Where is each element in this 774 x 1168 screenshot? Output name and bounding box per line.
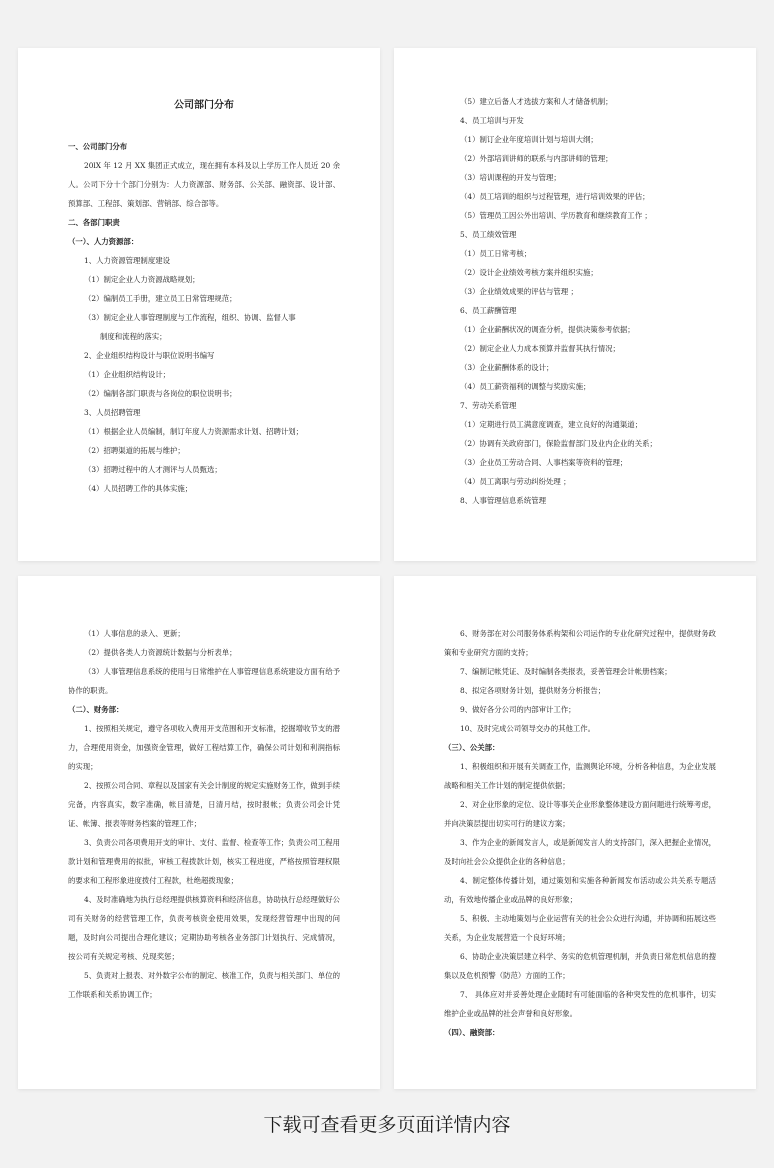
text-line: （2）外部培训讲师的联系与内部讲师的管理； [460, 154, 613, 163]
paragraph: 9、做好各分公司的内部审计工作； [460, 705, 576, 714]
text-line: （1）定期进行员工满意度调查，建立良好的沟通渠道； [460, 420, 643, 429]
document-page-2 [394, 48, 756, 561]
text-line: （4）员工离职与劳动纠纷处理 ； [460, 477, 571, 486]
text-line: （5）管理员工因公外出培训、学历教育和继续教育工作 ； [460, 211, 652, 220]
paragraph: 4、制定整体传播计划，通过策划和实施各种新闻发布活动或公共关系专题活动，有效地传播企业或品牌的良好形象； [444, 876, 716, 904]
download-more-notice[interactable]: 下载可查看更多页面详情内容 [263, 1114, 511, 1136]
text-line: （1）制定企业人力资源战略规划； [84, 275, 200, 284]
text-line: 二、各部门职责 [68, 218, 120, 227]
text-line: （2）提供各类人力资源统计数据与分析表单； [84, 648, 237, 657]
document-title: 公司部门分布 [174, 100, 234, 111]
text-line: 6、员工薪酬管理 [460, 306, 517, 315]
text-line: 3、人员招聘管理 [84, 408, 141, 417]
text-line: （2）制定企业人力成本预算并监督其执行情况； [460, 344, 620, 353]
text-line: （2）编制各部门职责与各岗位的职位说明书； [84, 389, 237, 398]
paragraph: 3、负责公司各项费用开支的审计、支付、监督、检查等工作；负责公司工程用款计划和管理费用的拟批，审核工程拨款计划，核实工程进度，严格按照管理权限的要求和工程形象进度拨付工程款，杜绝超拨现象； [68, 838, 340, 885]
text-line: 1、人力资源管理制度建设 [84, 256, 171, 265]
text-line: 2、企业组织结构设计与职位说明书编写 [84, 351, 215, 360]
text-line: 7、劳动关系管理 [460, 401, 517, 410]
page-content [68, 137, 340, 498]
paragraph: 7、 具体应对并妥善处理企业随时有可能面临的各种突发性的危机事件，切实维护企业或品牌的社会声誉和良好形象。 [444, 990, 716, 1018]
text-line: （3）企业薪酬体系的设计； [460, 363, 554, 372]
document-page-4 [394, 576, 756, 1089]
text-line: （2）招聘渠道的拓展与维护； [84, 446, 185, 455]
text-line: 制度和流程的落实； [100, 332, 167, 341]
paragraph: 1、按照相关规定，遵守各项收入费用开支范围和开支标准，挖掘增收节支的潜力，合理使用资金，加强资金管理，做好工程结算工作，确保公司计划和利润指标的实现； [68, 724, 340, 771]
paragraph: 6、协助企业决策层建立科学、务实的危机管理机制，并负责日常危机信息的搜集以及危机预警（防范）方面的工作； [444, 952, 716, 980]
paragraph: 2、按照公司合同、章程以及国家有关会计制度的规定实施财务工作，做到手续完备，内容真实，数字准确，帐目清楚，日清月结，按时报帐；负责公司会计凭证、帐簿、报表等财务档案的管理工作； [68, 781, 340, 828]
text-line: （3）企业绩效成果的评估与管理 ； [460, 287, 578, 296]
text-line: （3）招聘过程中的人才测评与人员甄选； [84, 465, 222, 474]
text-line: 5、员工绩效管理 [460, 230, 517, 239]
text-line: （1）企业组织结构设计； [84, 370, 171, 379]
text-line: （4）员工薪资福利的调整与奖励实施； [460, 382, 591, 391]
text-line: （2）编制员工手册，建立员工日常管理规范； [84, 294, 237, 303]
text-line: （5）建立后备人才选拔方案和人才储备机制； [460, 97, 613, 106]
paragraph: 3、作为企业的新闻发言人，或是新闻发言人的支持部门，深入把握企业情况，及时向社会公众提供企业的各种信息； [444, 838, 716, 866]
text-line: （2）设计企业绩效考核方案并组织实施； [460, 268, 598, 277]
text-line: （4）人员招聘工作的具体实施； [84, 484, 193, 493]
paragraph: 5、积极、主动地策划与企业运营有关的社会公众进行沟通，并协调和拓展这些关系，为企业发展营造一个良好环境； [444, 914, 716, 942]
text-line: （一）、人力资源部： [68, 237, 139, 246]
text-line: （1）企业薪酬状况的调查分析，提供决策参考依据； [460, 325, 635, 334]
text-line: （三）、公关部： [444, 743, 500, 752]
text-line: （3）培训课程的开发与管理； [460, 173, 561, 182]
text-line: （1）人事信息的录入、更新； [84, 629, 185, 638]
text-line: （4）员工培训的组织与过程管理，进行培训效果的评估； [460, 192, 650, 201]
paragraph: 5、负责对上报表、对外数字公布的制定、核准工作，负责与相关部门、单位的工作联系和关系协调工作； [68, 971, 340, 999]
paragraph: 10、及时完成公司领导交办的其他工作。 [460, 724, 596, 733]
paragraph: 20lX 年 12 月 XX 集团正式成立，现在拥有本科及以上学历工作人员近 20 余人。公司下分十个部门分别为：人力资源部、财务部、公关部、融资部、设计部、预算部、工程部、策划部、营销部、综合部等。 [68, 161, 340, 208]
paragraph: 8、拟定各项财务计划，提供财务分析报告； [460, 686, 606, 695]
paragraph: 1、积极组织和开展有关调查工作，监测舆论环境，分析各种信息，为企业发展战略和相关工作计划的制定提供依据； [444, 762, 716, 790]
page-content [444, 624, 716, 1042]
text-line: （二）、财务部： [68, 705, 124, 714]
paragraph: （3）人事管理信息系统的使用与日常维护在人事管理信息系统建设方面有给予协作的职责。 [68, 667, 340, 695]
paragraph: 2、对企业形象的定位、设计等事关企业形象整体建设方面问题进行统筹考虑，并向决策层提出切实可行的建议方案； [444, 800, 716, 828]
document-page-1 [18, 48, 380, 561]
text-line: （1）员工日常考核； [460, 249, 532, 258]
page-content [444, 92, 716, 510]
text-line: （3）制定企业人事管理制度与工作流程，组织、协调、监督人事 [84, 313, 296, 322]
text-line: 一、公司部门分布 [68, 142, 128, 151]
text-line: 8、人事管理信息系统管理 [460, 496, 547, 505]
text-line: （四）、融资部： [444, 1028, 500, 1037]
text-line: （2）协调有关政府部门，保险监督部门及业内企业的关系； [460, 439, 657, 448]
paragraph: 6、财务部在对公司服务体系构架和公司运作的专业化研究过程中，提供财务政策和专业研究方面的支持； [444, 629, 716, 657]
text-line: （1）根据企业人员编制，制订年度人力资源需求计划、招聘计划； [84, 427, 304, 436]
text-line: 4、员工培训与开发 [460, 116, 524, 125]
document-page-3 [18, 576, 380, 1089]
text-line: （3）企业员工劳动合同、人事档案等资料的管理； [460, 458, 628, 467]
paragraph: 7、编制记帐凭证、及时编制各类报表，妥善管理会计帐册档案； [460, 667, 672, 676]
page-content [68, 624, 340, 1004]
paragraph: 4、及时准确地为执行总经理提供核算资料和经济信息，协助执行总经理做好公司有关财务的经营管理工作，负责考核资金使用效果，发现经营管理中出现的问题，及时向公司提出合理化建议；定期协助考核各业务部门计划执行、完成情况，按公司有关规定考核、兑现奖惩； [68, 895, 340, 961]
text-line: （1）制订企业年度培训计划与培训大纲； [460, 135, 598, 144]
